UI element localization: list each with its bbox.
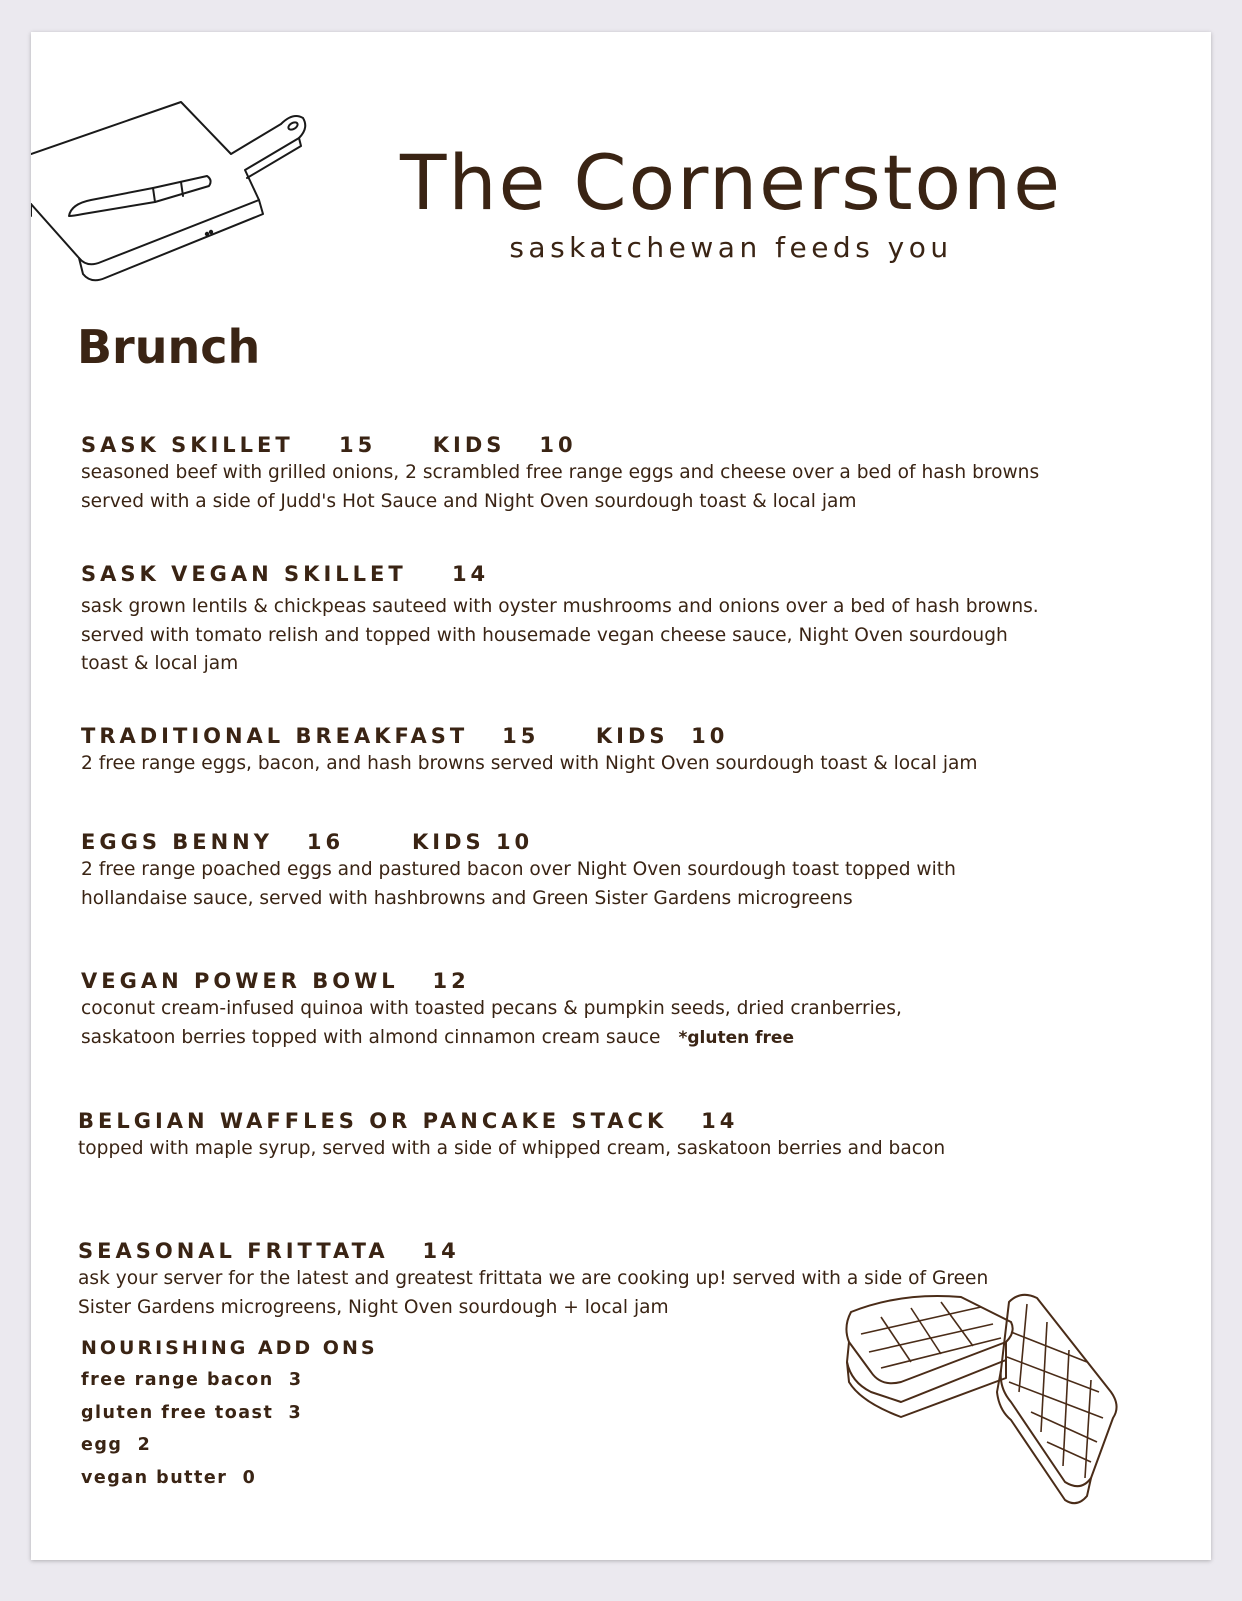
menu-item-vegan-power-bowl (81, 967, 1081, 1052)
add-on-item: gluten free toast 3 (81, 1402, 303, 1423)
menu-item-heading: EGGS BENNY 16 KIDS 10 (81, 830, 534, 854)
menu-item-heading: TRADITIONAL BREAKFAST 15 KIDS 10 (81, 724, 729, 748)
restaurant-tagline: saskatchewan feeds you (509, 231, 953, 264)
add-on-item: free range bacon 3 (81, 1370, 303, 1390)
menu-item-description: 2 free range poached eggs and pastured bacon over Night Oven sourdough toast topped with hollandaise sauce, served with hashbrowns and Green Sister Gardens microgreens (81, 859, 956, 909)
menu-item-belgian-waffles (78, 1107, 1078, 1164)
add-ons-section (81, 1332, 378, 1494)
menu-item-heading: BELGIAN WAFFLES OR PANCAKE STACK 14 (78, 1109, 739, 1133)
section-title: Brunch (77, 320, 261, 374)
menu-item-description: 2 free range eggs, bacon, and hash browns served with Night Oven sourdough toast & local jam (81, 753, 978, 774)
menu-item-heading: SASK SKILLET 15 KIDS 10 (81, 433, 577, 457)
menu-item-traditional-breakfast (81, 722, 1081, 779)
menu-item-description: seasoned beef with grilled onions, 2 scrambled free range eggs and cheese over a bed of hash browns served with a side of Judd's Hot Sauce and Night Oven sourdough toast & local jam (81, 462, 1040, 512)
menu-item-description: topped with maple syrup, served with a side of whipped cream, saskatoon berries and bacon (78, 1138, 946, 1159)
menu-item-description: coconut cream-infused quinoa with toasted pecans & pumpkin seeds, dried cranberries, saskatoon berries topped with almond cinnamon cream sauce (81, 998, 902, 1048)
add-on-item: vegan butter 0 (81, 1467, 257, 1488)
menu-item-sask-skillet (81, 431, 1081, 516)
menu-item-heading: SEASONAL FRITTATA 14 (78, 1239, 460, 1263)
menu-item-heading: VEGAN POWER BOWL 12 (81, 969, 470, 993)
menu-item-description: ask your server for the latest and greatest frittata we are cooking up! served with a side of Green Sister Gardens microgreens, Night Oven sourdough + local jam (78, 1268, 989, 1318)
cutting-board-knife-icon (31, 84, 321, 294)
gluten-free-note: *gluten free (678, 1027, 794, 1048)
menu-page (31, 32, 1211, 1560)
menu-item-eggs-benny (81, 828, 1081, 913)
add-ons-heading: NOURISHING ADD ONS (81, 1337, 378, 1359)
restaurant-title: The Cornerstone (400, 138, 1062, 227)
add-on-item: egg 2 (81, 1435, 152, 1455)
menu-item-sask-vegan-skillet (81, 560, 1081, 679)
menu-item-description: sask grown lentils & chickpeas sauteed with oyster mushrooms and onions over a bed of hash browns. served with tomato relish and topped with housemade vegan cheese sauce, Night Oven sourdough toast & local jam (81, 596, 1039, 674)
add-ons-list (81, 1364, 378, 1494)
menu-item-heading: SASK VEGAN SKILLET 14 (81, 562, 490, 586)
waffles-icon (841, 1242, 1131, 1512)
